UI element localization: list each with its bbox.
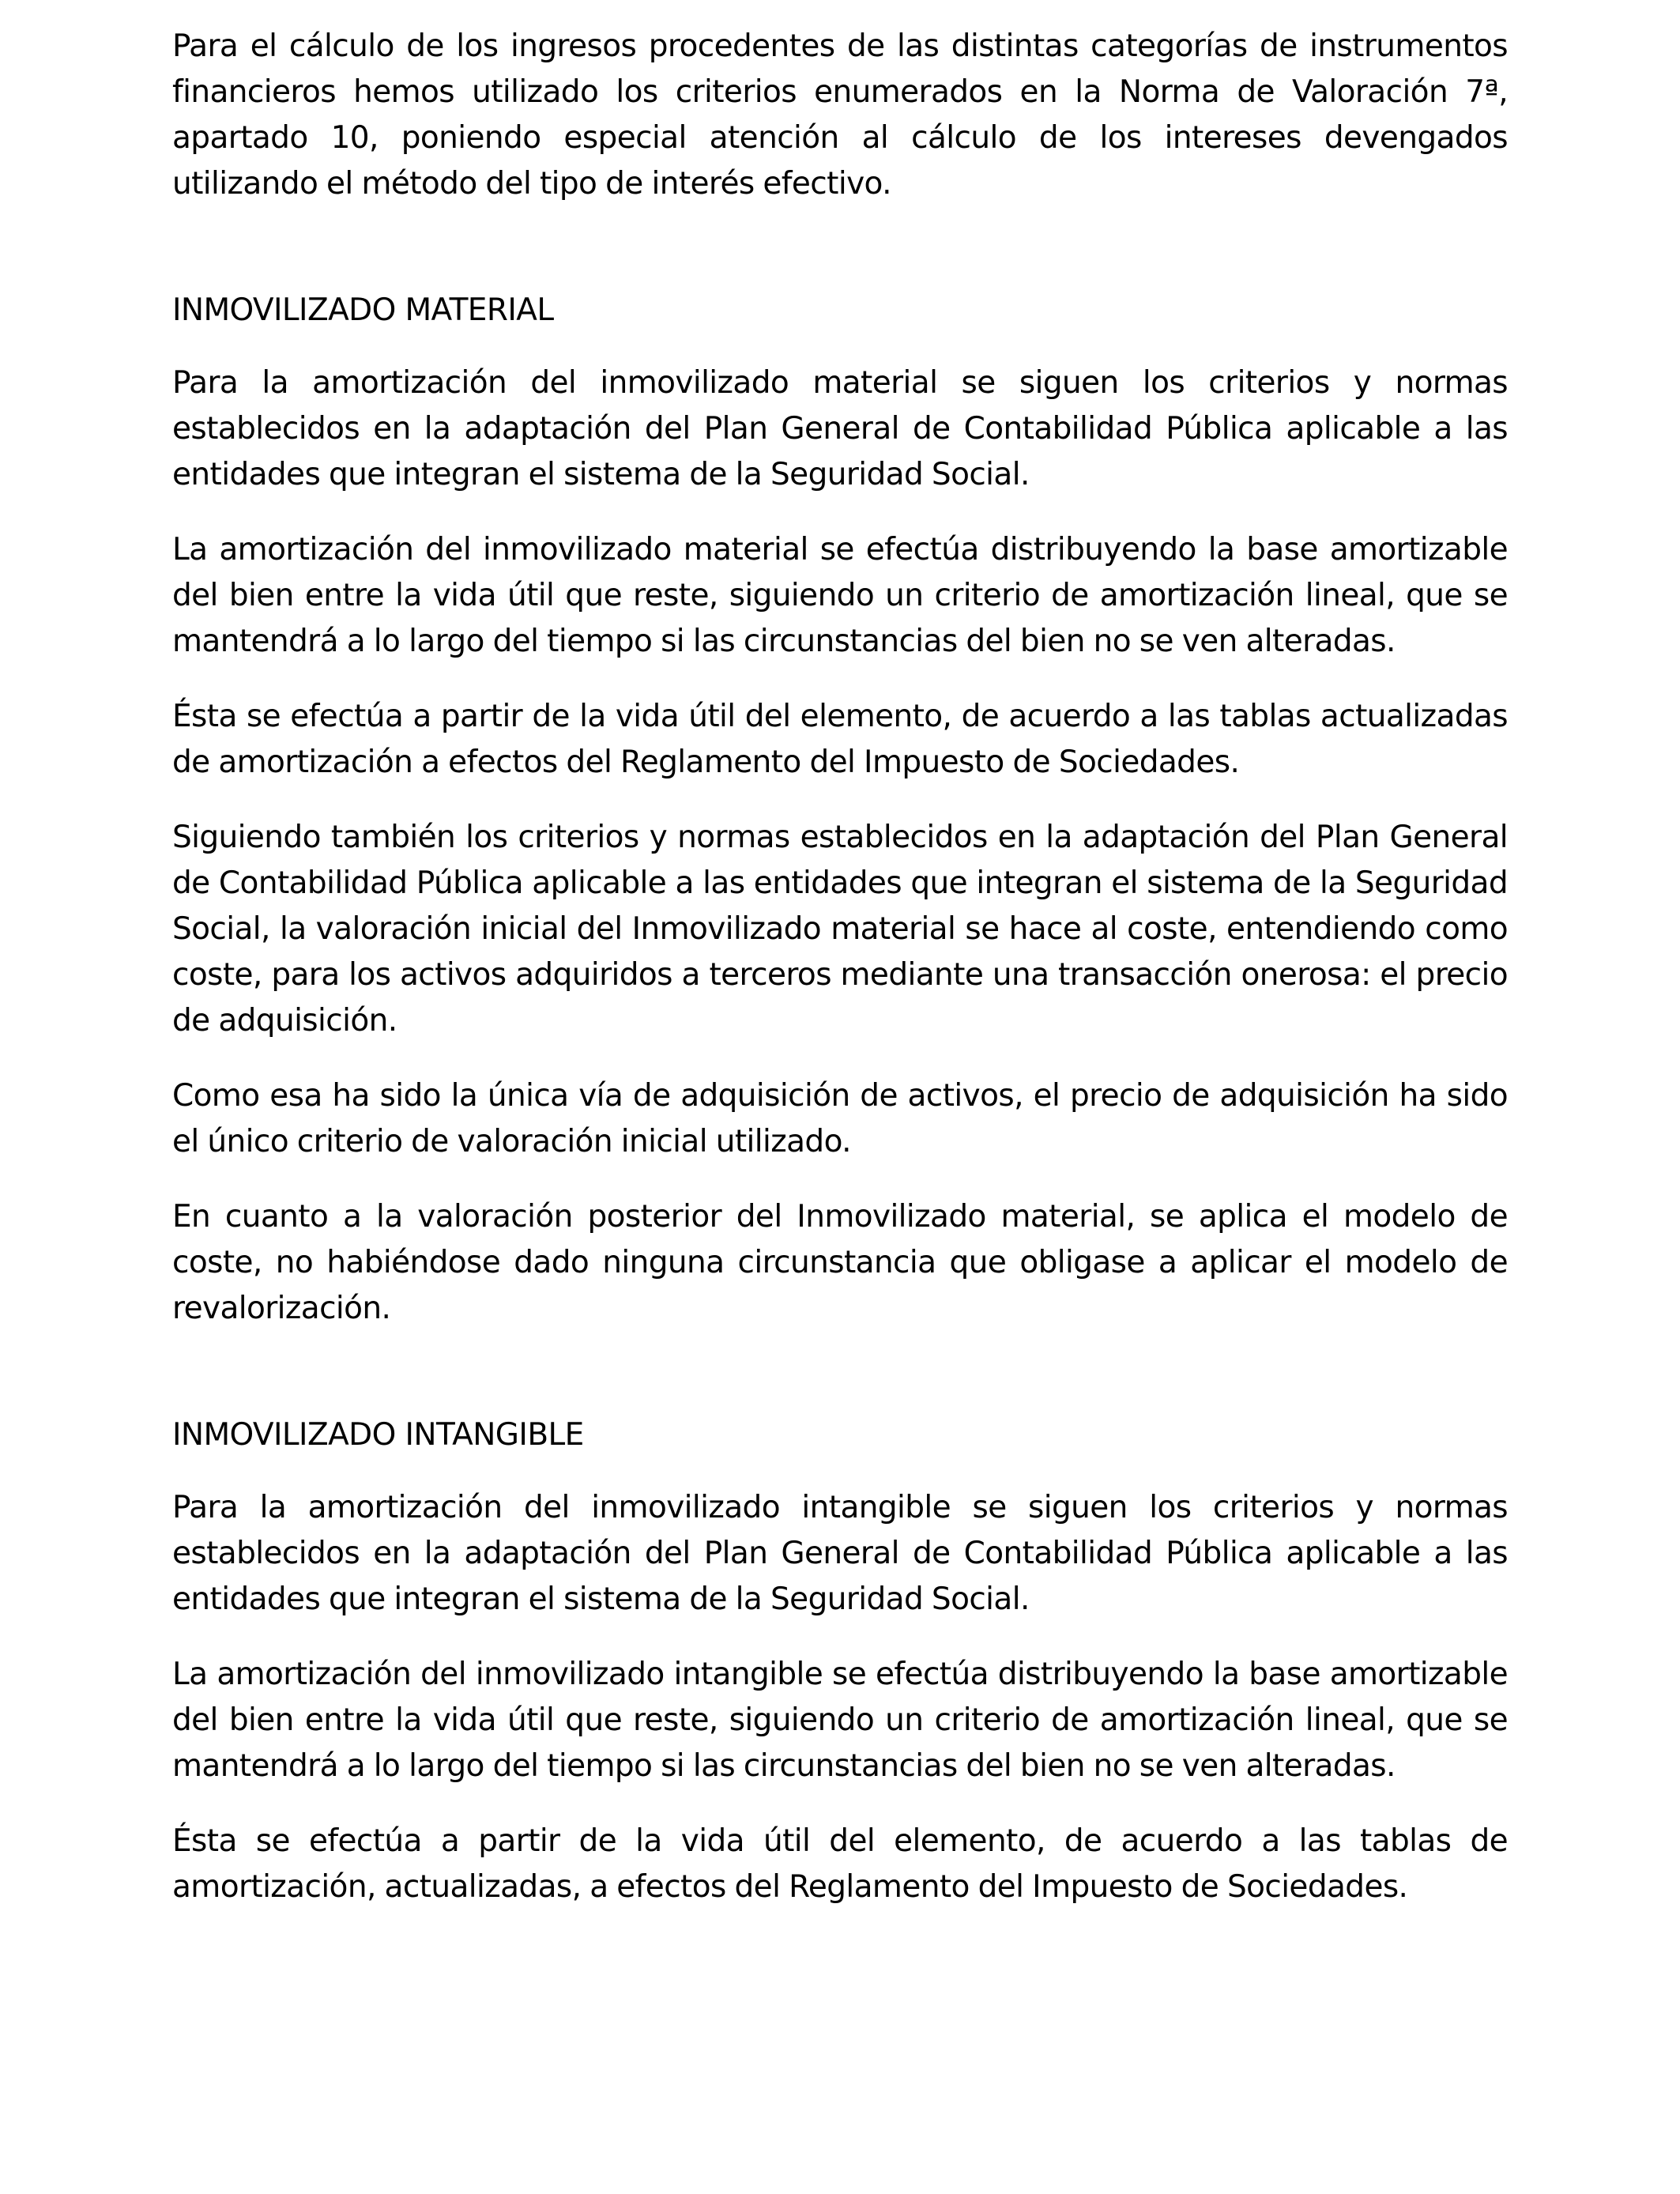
intangible-paragraph-2: La amortización del inmovilizado intangible se efectúa distribuyendo la base amortizable del bien entre la vida útil que reste, siguiendo un criterio de amortización lineal, que se mantendrá a lo largo del tiempo si las circunstancias del bien no se ven alteradas. — [172, 1657, 1508, 1784]
intangible-paragraph-3: Ésta se efectúa a partir de la vida útil del elemento, de acuerdo a las tablas de amortización, actualizadas, a efectos del Reglamento del Impuesto de Sociedades. — [172, 1823, 1508, 1905]
material-paragraph-6: En cuanto a la valoración posterior del Inmovilizado material, se aplica el modelo de coste, no habiéndose dado ninguna circunstancia que obligase a aplicar el modelo de revalorización. — [172, 1199, 1508, 1326]
section-heading-material: INMOVILIZADO MATERIAL — [172, 292, 554, 328]
intro-paragraph: Para el cálculo de los ingresos procedentes de las distintas categorías de instrumentos financieros hemos utilizado los criterios enumerados en la Norma de Valoración 7ª, apartado 10, poniendo especial atención al cálculo de los intereses devengados utilizando el método del tipo de interés efectivo. — [172, 28, 1508, 202]
section-inmovilizado-material — [172, 288, 1508, 1332]
document-page — [172, 24, 1508, 1940]
material-paragraph-5: Como esa ha sido la única vía de adquisición de activos, el precio de adquisición ha sido el único criterio de valoración inicial utilizado. — [172, 1078, 1508, 1159]
material-paragraph-3: Ésta se efectúa a partir de la vida útil del elemento, de acuerdo a las tablas actualizadas de amortización a efectos del Reglamento del Impuesto de Sociedades. — [172, 699, 1508, 780]
material-paragraph-4: Siguiendo también los criterios y normas establecidos en la adaptación del Plan General de Contabilidad Pública aplicable a las entidades que integran el sistema de la Seguridad Social, la valoración inicial del Inmovilizado material se hace al coste, entendiendo como coste, para los activos adquiridos a terceros mediante una transacción onerosa: el precio de adquisición. — [172, 820, 1508, 1039]
section-inmovilizado-intangible — [172, 1412, 1508, 1910]
material-paragraph-2: La amortización del inmovilizado material se efectúa distribuyendo la base amortizable del bien entre la vida útil que reste, siguiendo un criterio de amortización lineal, que se mantendrá a lo largo del tiempo si las circunstancias del bien no se ven alteradas. — [172, 532, 1508, 659]
section-heading-intangible: INMOVILIZADO INTANGIBLE — [172, 1417, 584, 1453]
intangible-paragraph-1: Para la amortización del inmovilizado intangible se siguen los criterios y normas establecidos en la adaptación del Plan General de Contabilidad Pública aplicable a las entidades que integran el sistema de la Seguridad Social. — [172, 1490, 1508, 1617]
material-paragraph-1: Para la amortización del inmovilizado material se siguen los criterios y normas establecidos en la adaptación del Plan General de Contabilidad Pública aplicable a las entidades que integran el sistema de la Seguridad Social. — [172, 365, 1508, 492]
